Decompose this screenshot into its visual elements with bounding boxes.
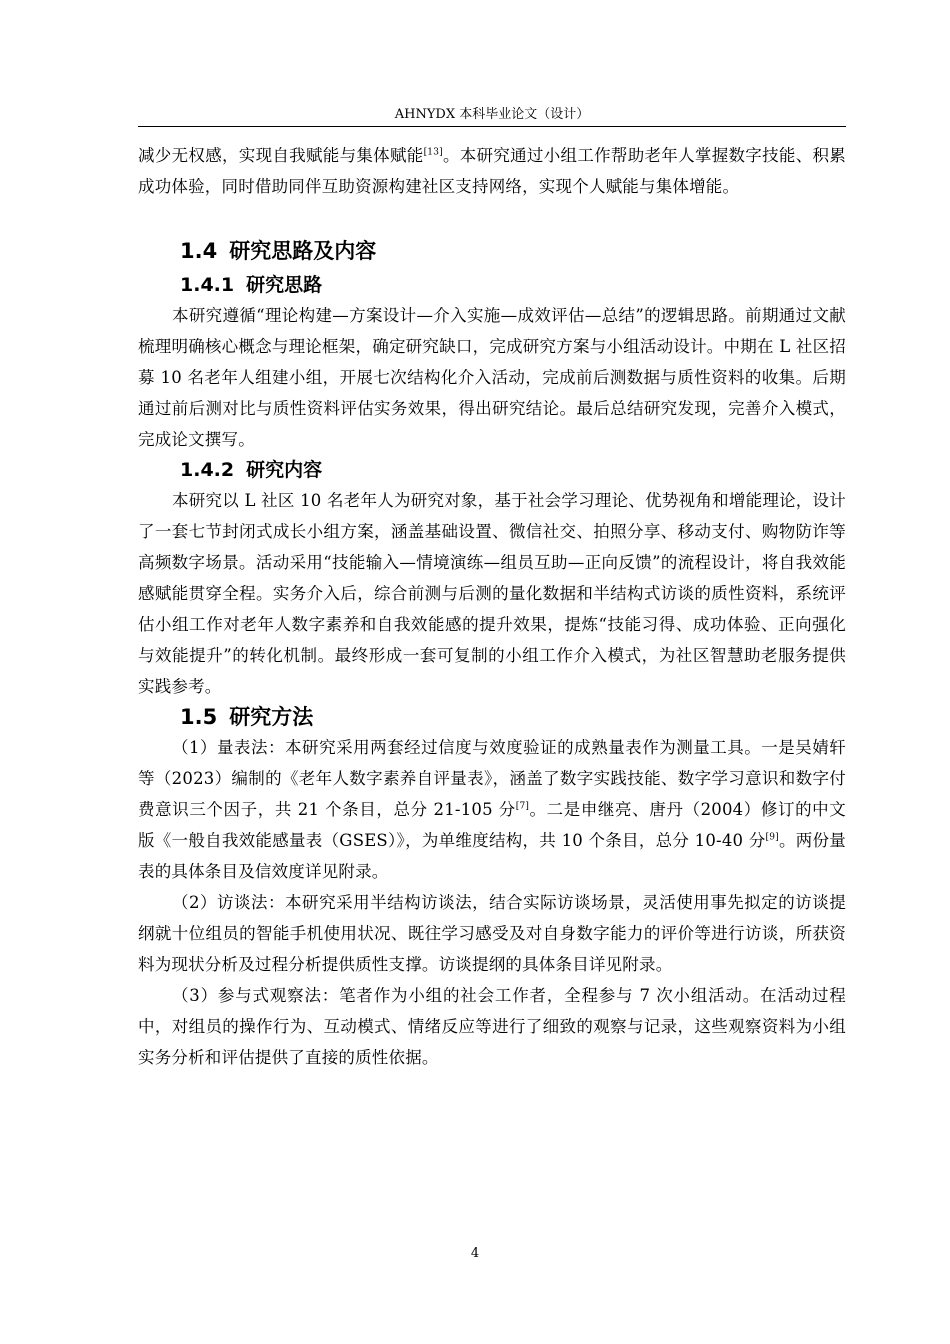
section-number: 1.5 (180, 705, 218, 729)
research-content-paragraph: 本研究以 L 社区 10 名老年人为研究对象，基于社会学习理论、优势视角和增能理论，设计了一套七节封闭式成长小组方案，涵盖基础设置、微信社交、拍照分享、移动支付、购物防诈等高频数字场景。活动采用“技能输入—情境演练—组员互助—正向反馈”的流程设计，将自我效能感赋能贯穿全程。实务介入后，综合前测与后测的量化数据和半结构式访谈的质性资料，系统评估小组工作对老年人数字素养和自我效能感的提升效果，提炼“技能习得、成功体验、正向强化与效能提升”的转化机制。最终形成一套可复制的小组工作介入模式，为社区智慧助老服务提供实践参考。 (138, 491, 846, 696)
method-text: （1）量表法：本研究采用两套经过信度与效度验证的成熟量表作为测量工具。一是吴婧轩等（2023）编制的《老年人数字素养自评量表》，涵盖了数字实践技能、数字学习意识和数字付费意识三个因子，共 21 个条目，总分 21-105 分 (138, 738, 846, 819)
section-heading-1-4 (138, 236, 846, 266)
citation: [7] (515, 801, 530, 812)
section-heading-1-4-2 (138, 455, 846, 485)
section-number: 1.4.2 (180, 459, 235, 481)
header-title: AHNYDX 本科毕业论文（设计） (394, 107, 590, 122)
section-title: 研究思路及内容 (229, 239, 377, 263)
citation: [9] (765, 832, 779, 843)
section-heading-1-5 (138, 702, 846, 732)
section-title: 研究方法 (229, 705, 314, 729)
method-observation-paragraph: （3）参与式观察法：笔者作为小组的社会工作者，全程参与 7 次小组活动。在活动过程中，对组员的操作行为、互动模式、情绪反应等进行了细致的观察与记录，这些观察资料为小组实务分析和评估提供了直接的质性依据。 (138, 986, 846, 1067)
section-number: 1.4.1 (180, 274, 235, 296)
research-approach-paragraph: 本研究遵循“理论构建—方案设计—介入实施—成效评估—总结”的逻辑思路。前期通过文献梳理明确核心概念与理论框架，确定研究缺口，完成研究方案与小组活动设计。中期在 L 社区招募 10 名老年人组建小组，开展七次结构化介入活动，完成前后测数据与质性资料的收集。后期通过前后测对比与质性资料评估实务效果，得出研究结论。最后总结研究发现，完善介入模式，完成论文撰写。 (138, 306, 846, 449)
citation: [13] (423, 147, 443, 158)
section-heading-1-4-1 (138, 270, 846, 300)
intro-text-continued: 。本研究通过小组工作帮助老年人掌握数字技能、积累成功体验，同时借助同伴互助资源构建社区支持网络，实现个人赋能与集体增能。 (138, 146, 846, 196)
page-header (138, 104, 846, 127)
intro-text: 减少无权感，实现自我赋能与集体赋能 (138, 146, 424, 165)
method-text: 。两份量表的具体条目及信效度详见附录。 (138, 831, 846, 881)
method-text: 。二是申继亮、唐丹（2004）修订的中文版《一般自我效能感量表（GSES）》，为单维度结构，共 10 个条目，总分 10-40 分 (138, 800, 846, 850)
page-number: 4 (470, 1246, 480, 1261)
document-body (138, 140, 846, 1073)
method-interview-paragraph: （2）访谈法：本研究采用半结构访谈法，结合实际访谈场景，灵活使用事先拟定的访谈提纲就十位组员的智能手机使用状况、既往学习感受及对自身数字能力的评价等进行访谈，所获资料为现状分析及过程分析提供质性支撑。访谈提纲的具体条目详见附录。 (138, 893, 846, 974)
intro-paragraph (138, 140, 846, 202)
section-title: 研究内容 (246, 459, 323, 481)
method-scale-paragraph (138, 732, 846, 887)
section-number: 1.4 (180, 239, 218, 263)
section-title: 研究思路 (246, 274, 323, 296)
